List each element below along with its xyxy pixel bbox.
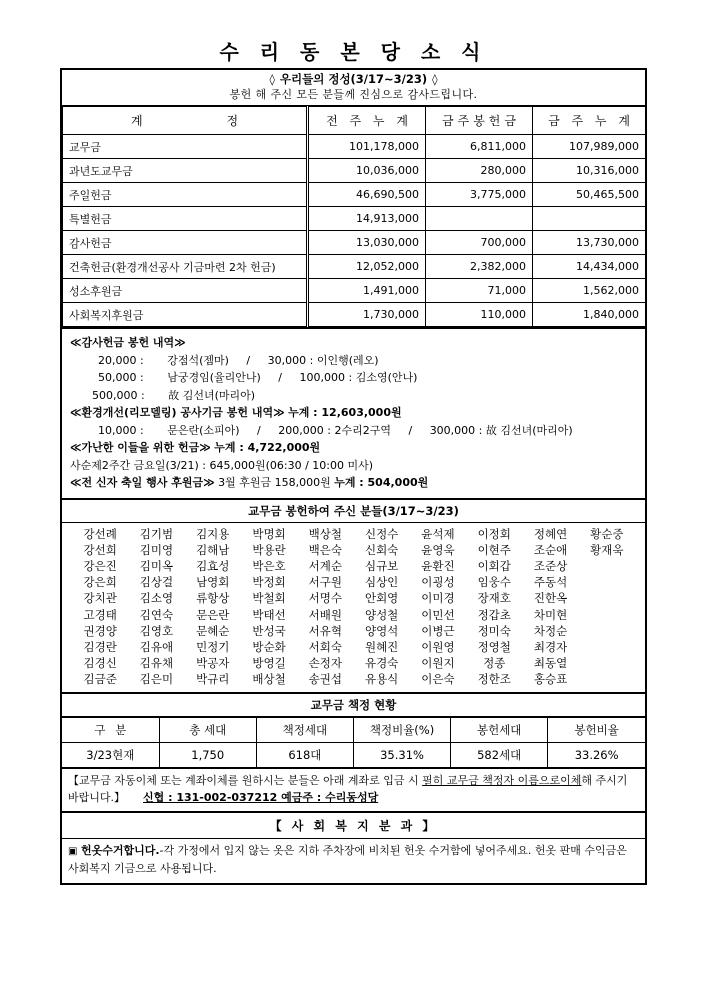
donor-name: 윤석제 [421, 526, 455, 541]
donor-names-title: 교무금 봉헌하여 주신 분들(3/17~3/23) [62, 500, 645, 523]
table-row [63, 303, 646, 327]
row-account-name: 성소후원금 [63, 279, 308, 303]
remodel-fund-line [70, 422, 637, 440]
donor-name: 박은호 [252, 558, 286, 573]
donor-name: 강선례 [83, 526, 117, 541]
offering-details-block [62, 327, 645, 500]
donor-name: 윤영욱 [421, 542, 455, 557]
col-header-account-left: 계 [130, 114, 143, 128]
donor-name: 이굉성 [421, 575, 455, 590]
donor-name: 류항상 [196, 591, 230, 606]
donor-name: 이은숙 [421, 672, 455, 687]
donor-name: 정영철 [477, 639, 511, 654]
donor-name: 원혜진 [364, 639, 399, 654]
donor-name: 박용란 [252, 542, 286, 557]
donor-name: 김지용 [196, 526, 230, 541]
donor-name: 이회갑 [477, 558, 511, 573]
row-cum-total: 50,465,500 [533, 183, 646, 207]
table-row [63, 279, 646, 303]
donor-name: 방순화 [252, 639, 286, 654]
table-row [63, 135, 646, 159]
welfare-headline: 헌옷수거합니다. [80, 844, 160, 858]
row-prev-total: 46,690,500 [308, 183, 426, 207]
row-account-name: 주일헌금 [63, 183, 308, 207]
row-this-week: 280,000 [426, 159, 533, 183]
feast-support-heading: ≪전 신자 축일 행사 후원금≫ [70, 476, 215, 489]
col-header-account-right: 정 [226, 114, 239, 128]
donor-name: 홍승표 [533, 672, 568, 687]
donor-name: 서회숙 [308, 639, 342, 654]
donor-name [579, 655, 635, 671]
row-account-name: 건축헌금(환경개선공사 기금마련 2차 헌금) [63, 255, 308, 279]
donor-name: 박태선 [252, 607, 286, 622]
stats-header-total-households: 총 세대 [159, 717, 256, 742]
donor-name: 장재호 [477, 591, 511, 606]
row-prev-total: 101,178,000 [308, 135, 426, 159]
donor-name: 정혜연 [533, 526, 568, 541]
col-header-account [63, 107, 308, 135]
donor-name: 박철회 [252, 591, 286, 606]
bank-notice-text-2: 해 주시기 바랍니다.】 [68, 774, 628, 804]
donor-name: 김경란 [83, 639, 117, 654]
donor-name: 이민선 [421, 607, 455, 622]
donor-name: 문혜순 [196, 623, 230, 638]
row-prev-total: 1,730,000 [308, 303, 426, 327]
donor-name: 황재욱 [590, 542, 624, 557]
stats-header-category: 구 분 [62, 717, 159, 742]
donor-name: 문은란 [196, 607, 230, 622]
donor-name: 김기범 [139, 526, 174, 541]
bank-notice-emphasis-1: 필히 교무금 책정자 이름으로 [422, 774, 561, 788]
donor-name: 남영회 [196, 575, 230, 590]
remodel-amount-1: 10,000 : [98, 423, 144, 437]
donor-name: 신회숙 [364, 542, 399, 557]
remodel-fund-total: 누계 : 12,603,000원 [288, 406, 402, 419]
donor-name: 강선희 [83, 542, 117, 557]
donor-name [579, 607, 635, 623]
row-account-name: 교무금 [63, 135, 308, 159]
donor-name: 최동열 [533, 656, 568, 671]
donor-name: 서구원 [308, 575, 342, 590]
donor-name: 정갑초 [477, 607, 511, 622]
thanks-offering-heading: ≪감사헌금 봉헌 내역≫ [70, 336, 186, 349]
row-prev-total: 1,491,000 [308, 279, 426, 303]
donor-name: 차정순 [533, 623, 568, 638]
row-prev-total: 13,030,000 [308, 231, 426, 255]
donor-name: 김해남 [196, 542, 230, 557]
row-this-week: 700,000 [426, 231, 533, 255]
stats-header-row [62, 717, 645, 742]
feast-support-heading-line [70, 474, 637, 492]
row-prev-total: 10,036,000 [308, 159, 426, 183]
donor-name: 이현주 [477, 542, 511, 557]
bank-transfer-notice [62, 767, 645, 813]
donor-name: 서유혁 [308, 623, 342, 638]
row-this-week: 2,382,000 [426, 255, 533, 279]
stats-value-offering-households: 582세대 [451, 742, 548, 767]
donor-name: 방영길 [252, 656, 286, 671]
donor-name: 차미현 [533, 607, 568, 622]
thanks-donor-5: 故 김선녀(마리아) [168, 388, 256, 402]
row-cum-total: 10,316,000 [533, 159, 646, 183]
donor-name [579, 639, 635, 655]
row-cum-total: 14,434,000 [533, 255, 646, 279]
donor-name: 김소영 [139, 591, 174, 606]
donor-name: 정미숙 [477, 623, 511, 638]
thanks-offering-line-2 [70, 369, 637, 387]
donor-name: 박정회 [252, 575, 286, 590]
row-cum-total: 1,562,000 [533, 279, 646, 303]
donor-name: 이원영 [421, 639, 455, 654]
bulletin-frame [60, 68, 647, 885]
poor-offering-heading-line [70, 439, 637, 457]
remodel-separator-1: / [257, 423, 261, 437]
donor-name: 신정수 [364, 526, 399, 541]
donor-name [579, 671, 635, 687]
donor-name: 주동석 [533, 575, 568, 590]
remodel-donor-1: 문은란(소피아) [167, 423, 240, 437]
offering-header-band [62, 70, 645, 106]
donor-name: 김유채 [139, 656, 174, 671]
donor-name: 이원지 [421, 656, 455, 671]
stats-value-offering-rate: 33.26% [548, 742, 645, 767]
thanks-entry-2: 30,000 : 이인행(레오) [267, 353, 379, 367]
donor-name: 백상철 [308, 526, 342, 541]
donor-name [579, 574, 635, 590]
stats-header-assessed-households: 책정세대 [256, 717, 353, 742]
thanks-amount-1: 20,000 : [98, 353, 144, 367]
bank-account-number: 신협 : 131-002-037212 예금주 : 수리동성당 [143, 790, 379, 804]
donor-names-grid [62, 523, 645, 694]
donor-name [579, 590, 635, 606]
donor-name: 김경신 [83, 656, 117, 671]
poor-offering-heading: ≪가난한 이들을 위한 헌금≫ [70, 441, 211, 454]
thanks-offering-line-3 [70, 387, 637, 405]
diamond-left-icon: ◊ [269, 73, 275, 86]
donor-name: 김효성 [196, 558, 230, 573]
donor-name: 손정자 [308, 656, 342, 671]
col-header-this-week: 금주봉헌금 [426, 107, 533, 135]
thanks-donor-1: 강점석(젬마) [167, 353, 229, 367]
donor-name: 송권섭 [308, 672, 342, 687]
donor-name: 양영석 [364, 623, 399, 638]
donor-name: 안회영 [364, 591, 399, 606]
donor-name: 정종 [483, 656, 506, 671]
remodel-fund-heading: ≪환경개선(리모델링) 공사기금 봉헌 내역≫ [70, 406, 285, 419]
thanks-separator-1: / [246, 353, 251, 367]
donor-name: 서계순 [308, 558, 342, 573]
donor-name: 조준상 [533, 558, 568, 573]
donor-name: 유경숙 [364, 656, 399, 671]
donor-name: 양성철 [364, 607, 399, 622]
donor-name: 강은희 [83, 575, 117, 590]
poor-offering-detail: 사순제2주간 금요일(3/21) : 645,000원(06:30 / 10:00 미사) [70, 458, 374, 472]
filled-square-icon: ▣ [68, 846, 78, 858]
donor-name: 반성국 [252, 623, 286, 638]
row-this-week: 3,775,000 [426, 183, 533, 207]
table-row [63, 207, 646, 231]
stats-value-category: 3/23현재 [62, 742, 159, 767]
bank-notice-text-1: 【교무금 자동이체 또는 계좌이체를 원하시는 분들은 아래 계좌로 입금 시 [68, 774, 423, 788]
row-account-name: 감사헌금 [63, 231, 308, 255]
remodel-entry-2: 200,000 : 2수리2구역 [278, 423, 391, 437]
thanks-separator-2: / [278, 371, 283, 384]
thanks-offering-line-1 [70, 352, 637, 370]
remodel-fund-heading-line [70, 404, 637, 422]
donor-name: 권경양 [83, 623, 117, 638]
donor-name: 윤환진 [421, 558, 455, 573]
row-this-week [426, 207, 533, 231]
donor-name: 강치관 [83, 591, 117, 606]
diamond-right-icon: ◊ [432, 73, 438, 86]
donor-name: 김유애 [139, 639, 174, 654]
donor-name: 조순애 [533, 542, 568, 557]
stats-table [62, 717, 645, 768]
finance-table [62, 106, 646, 327]
donor-name: 박공자 [196, 656, 230, 671]
col-header-prev-total: 전 주 누 계 [308, 107, 426, 135]
donor-name: 백은숙 [308, 542, 342, 557]
bank-notice-emphasis-2: 이체 [560, 774, 582, 788]
remodel-entry-3: 300,000 : 故 김선녀(마리아) [429, 423, 573, 437]
table-row [63, 159, 646, 183]
finance-table-body [63, 135, 646, 327]
welfare-section-title: 【 사 회 복 지 분 과 】 [62, 813, 645, 839]
donor-name: 유용식 [364, 672, 399, 687]
thanks-donor-3: 남궁경임(율리안나) [167, 371, 261, 384]
donor-name: 김영호 [139, 623, 174, 638]
donor-name: 강은진 [83, 558, 117, 573]
welfare-body-text: -각 가정에서 입지 않는 옷은 지하 주차장에 비치된 헌옷 수거함에 넣어주세요. 헌옷 판매 수익금은 사회복지 기금으로 사용됩니다. [68, 844, 627, 875]
donor-name [579, 558, 635, 574]
stats-value-total-households: 1,750 [159, 742, 256, 767]
feast-support-total: 누계 : 504,000원 [334, 476, 429, 489]
stats-header-offering-households: 봉헌세대 [451, 717, 548, 742]
donor-name: 황순중 [590, 526, 624, 541]
stats-header-assessed-rate: 책정비율(%) [353, 717, 450, 742]
offering-header-subtitle: 봉헌 해 주신 모든 분들께 진심으로 감사드립니다. [229, 88, 478, 101]
stats-header-offering-rate: 봉헌비율 [548, 717, 645, 742]
donor-name: 박규리 [196, 672, 230, 687]
donor-name: 최경자 [533, 639, 568, 654]
donor-name: 심상인 [364, 575, 399, 590]
page-title: 수 리 동 본 당 소 식 [219, 40, 488, 64]
feast-support-month: 3월 후원금 158,000원 [218, 476, 331, 489]
stats-title: 교무금 책정 현황 [62, 694, 645, 717]
welfare-section-body [62, 839, 645, 883]
finance-table-header-row [63, 107, 646, 135]
donor-name: 정한조 [477, 672, 511, 687]
donor-name: 서배원 [308, 607, 342, 622]
stats-value-row [62, 742, 645, 767]
stats-value-assessed-rate: 35.31% [353, 742, 450, 767]
col-header-cum-total: 금 주 누 계 [533, 107, 646, 135]
donor-name: 배상철 [252, 672, 286, 687]
donor-name [579, 623, 635, 639]
row-cum-total [533, 207, 646, 231]
row-account-name: 사회복지후원금 [63, 303, 308, 327]
row-prev-total: 14,913,000 [308, 207, 426, 231]
donor-name: 임웅수 [477, 575, 511, 590]
row-this-week: 71,000 [426, 279, 533, 303]
row-cum-total: 13,730,000 [533, 231, 646, 255]
table-row [63, 231, 646, 255]
donor-name: 고경태 [83, 607, 117, 622]
row-account-name: 과년도교무금 [63, 159, 308, 183]
donor-name: 김미옥 [139, 558, 174, 573]
table-row [63, 255, 646, 279]
row-this-week: 6,811,000 [426, 135, 533, 159]
donor-name: 이미경 [421, 591, 455, 606]
donor-name: 서명수 [308, 591, 342, 606]
poor-offering-total: 누계 : 4,722,000원 [214, 441, 321, 454]
stats-value-assessed-households: 618대 [256, 742, 353, 767]
row-cum-total: 107,989,000 [533, 135, 646, 159]
thanks-amount-3: 50,000 : [98, 371, 144, 384]
thanks-entry-4: 100,000 : 김소영(안나) [299, 371, 418, 384]
offering-header-title [62, 72, 645, 87]
donor-name: 심규보 [364, 558, 399, 573]
row-prev-total: 12,052,000 [308, 255, 426, 279]
donor-name: 이병근 [421, 623, 455, 638]
donor-name: 김미영 [139, 542, 174, 557]
donor-name: 김은미 [139, 672, 174, 687]
donor-name: 김연숙 [139, 607, 174, 622]
donor-name: 김금준 [83, 672, 117, 687]
offering-header-title-text: 우리들의 정성(3/17~3/23) [279, 72, 428, 86]
donor-name: 김상걸 [139, 575, 174, 590]
row-this-week: 110,000 [426, 303, 533, 327]
table-row [63, 183, 646, 207]
thanks-amount-5: 500,000 : [92, 388, 145, 402]
row-cum-total: 1,840,000 [533, 303, 646, 327]
remodel-separator-2: / [408, 423, 413, 437]
row-account-name: 특별헌금 [63, 207, 308, 231]
donor-name: 박명회 [252, 526, 286, 541]
donor-name: 민정기 [196, 639, 230, 654]
donor-name: 진한옥 [533, 591, 568, 606]
donor-name: 이정회 [477, 526, 511, 541]
